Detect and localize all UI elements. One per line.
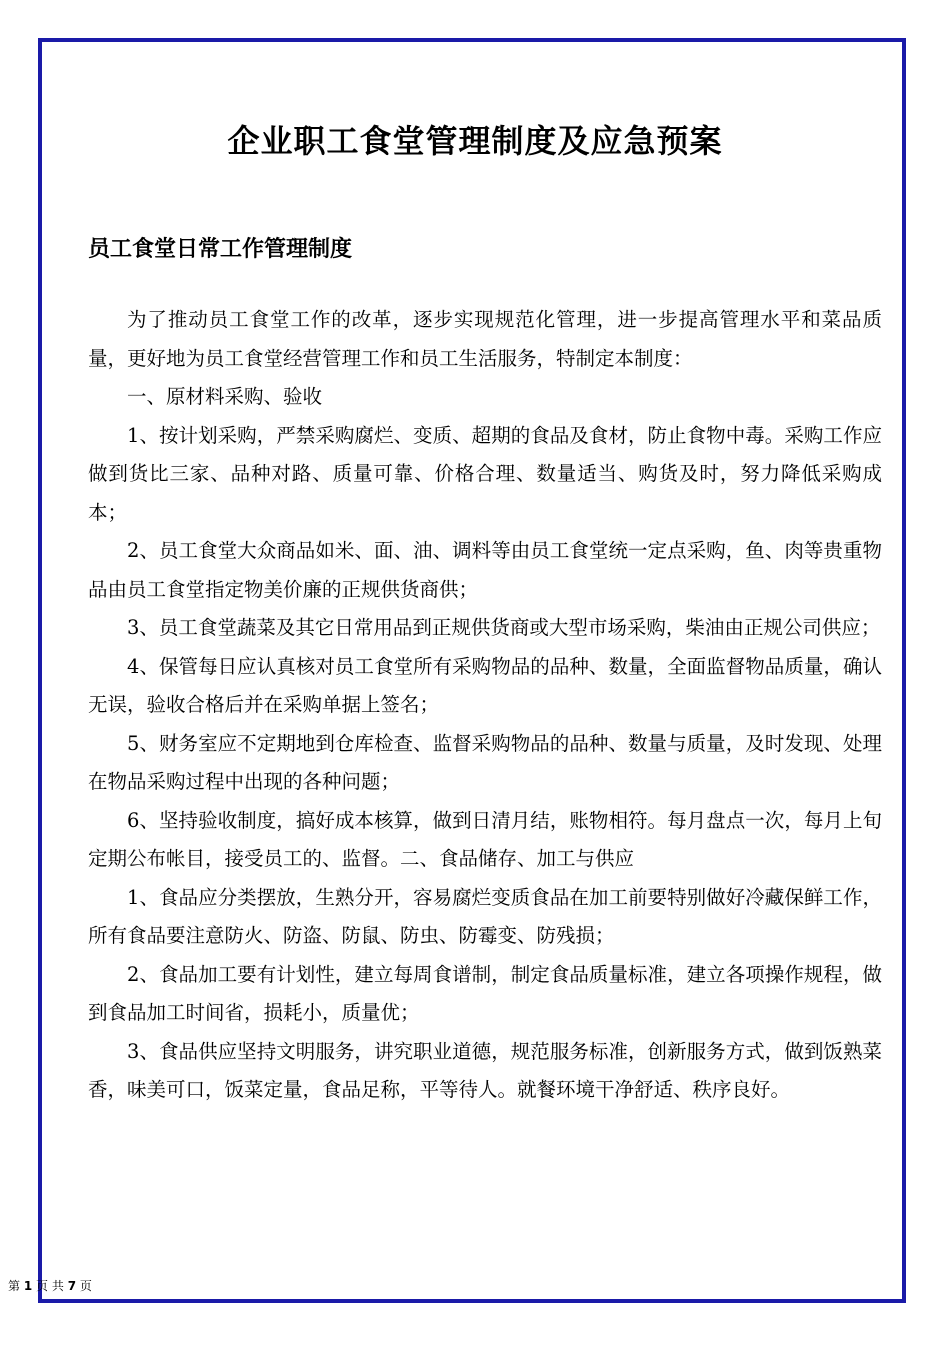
paragraph-item: 2、员工食堂大众商品如米、面、油、调料等由员工食堂统一定点采购，鱼、肉等贵重物品由员工食堂指定物美价廉的正规供货商供； xyxy=(88,539,882,601)
section-heading-procurement: 一、原材料采购、验收 xyxy=(127,385,323,408)
footer-prefix: 第 xyxy=(8,1279,21,1293)
paragraph-item: 2、食品加工要有计划性，建立每周食谱制，制定食品质量标准，建立各项操作规程，做到食品加工时间省，损耗小，质量优； xyxy=(88,962,882,1024)
document-body xyxy=(88,301,882,1110)
paragraph-item: 1、食品应分类摆放，生熟分开，容易腐烂变质食品在加工前要特别做好冷藏保鲜工作，所有食品要注意防火、防盗、防鼠、防虫、防霉变、防残损； xyxy=(88,885,882,947)
section-heading: 员工食堂日常工作管理制度 xyxy=(88,237,353,262)
paragraph-item: 5、财务室应不定期地到仓库检查、监督采购物品的品种、数量与质量，及时发现、处理在物品采购过程中出现的各种问题； xyxy=(88,731,882,793)
footer-current-page: 1 xyxy=(23,1279,33,1293)
footer-middle: 页 共 xyxy=(36,1279,64,1293)
paragraph-item: 1、按计划采购，严禁采购腐烂、变质、超期的食品及食材，防止食物中毒。采购工作应做到货比三家、品种对路、质量可靠、价格合理、数量适当、购货及时，努力降低采购成本； xyxy=(88,423,882,524)
document-title: 企业职工食堂管理制度及应急预案 xyxy=(227,122,723,160)
page-number-footer xyxy=(8,1277,92,1294)
paragraph-item: 3、员工食堂蔬菜及其它日常用品到正规供货商或大型市场采购，柴油由正规公司供应； xyxy=(127,616,881,639)
paragraph-item: 6、坚持验收制度，搞好成本核算，做到日清月结，账物相符。每月盘点一次，每月上旬定期公布帐目，接受员工的、监督。二、食品储存、加工与供应 xyxy=(88,808,882,870)
intro-paragraph: 为了推动员工食堂工作的改革，逐步实现规范化管理，进一步提高管理水平和菜品质量，更好地为员工食堂经营管理工作和员工生活服务，特制定本制度： xyxy=(88,308,882,370)
paragraph-item: 3、食品供应坚持文明服务，讲究职业道德，规范服务标准，创新服务方式，做到饭熟菜香，味美可口，饭菜定量，食品足称，平等待人。就餐环境干净舒适、秩序良好。 xyxy=(88,1039,882,1101)
paragraph-item: 4、保管每日应认真核对员工食堂所有采购物品的品种、数量，全面监督物品质量，确认无误，验收合格后并在采购单据上签名； xyxy=(88,654,882,716)
footer-suffix: 页 xyxy=(79,1279,92,1293)
footer-total-pages: 7 xyxy=(67,1279,77,1293)
